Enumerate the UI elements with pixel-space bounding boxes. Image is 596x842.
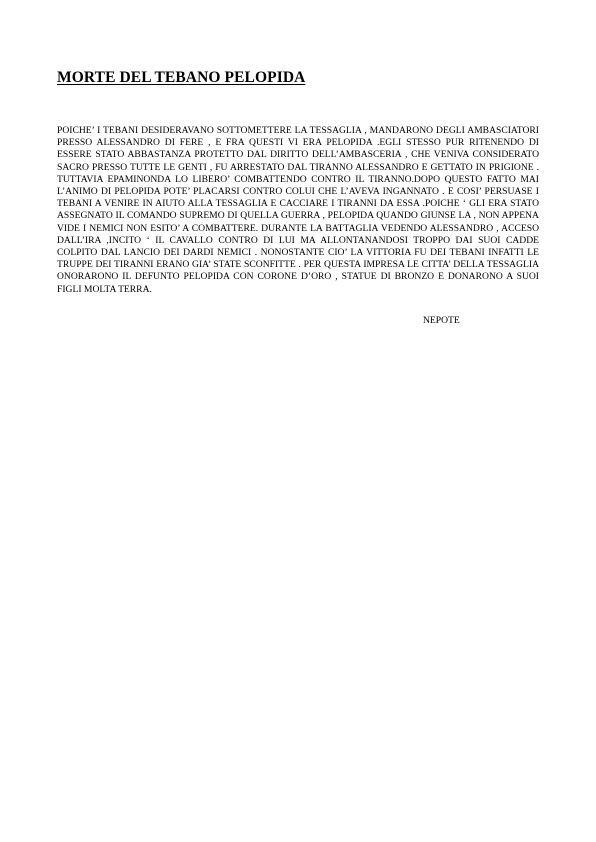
document-title: MORTE DEL TEBANO PELOPIDA	[57, 69, 306, 86]
document-body-paragraph: POICHE’ I TEBANI DESIDERAVANO SOTTOMETTERE LA TESSAGLIA , MANDARONO DEGLI AMBASCIATORI PRESSO ALESSANDRO DI FERE , E FRA QUESTI VI ERA PELOPIDA .EGLI STESSO PUR RITENENDO DI ESSERE STATO ABBASTANZA PROTETTO DAL DIRITTO DELL’AMBASCERIA , CHE VENIVA CONSIDERATO SACRO PRESSO TUTTE LE GENTI , FU ARRESTATO DAL TIRANNO ALESSANDRO E GETTATO IN PRIGIONE . TUTTAVIA EPAMINONDA LO LIBERO’ COMBATTENDO CONTRO IL TIRANNO.DOPO QUESTO FATTO MAI L’ANIMO DI PELOPIDA POTE’ PLACARSI CONTRO COLUI CHE L’AVEVA INGANNATO . E COSI’ PERSUASE I TEBANI A VENIRE IN AIUTO ALLA TESSAGLIA E CACCIARE I TIRANNI DA ESSA .POICHE ‘ GLI ERA STATO ASSEGNATO IL COMANDO SUPREMO DI QUELLA GUERRA , PELOPIDA QUANDO GIUNSE LA , NON APPENA VIDE I NEMICI NON ESITO’ A COMBATTERE. DURANTE LA BATTAGLIA VEDENDO ALESSANDRO , ACCESO DALL’IRA ,INCITO ‘ IL CAVALLO CONTRO DI LUI MA ALLONTANANDOSI TROPPO DAI SUOI CADDE COLPITO DAL LANCIO DEI DARDI NEMICI . NONOSTANTE CIO’ LA VITTORIA FU DEI TEBANI INFATTI LE TRUPPE DEI TIRANNI ERANO GIA’ STATE SCONFITTE . PER QUESTA IMPRESA LE CITTA’ DELLA TESSAGLIA ONORARONO IL DEFUNTO PELOPIDA CON CORONE D’ORO , STATUE DI BRONZO E DONARONO A SUOI FIGLI MOLTA TERRA.	[57, 125, 539, 295]
author-signature: NEPOTE	[423, 315, 460, 326]
